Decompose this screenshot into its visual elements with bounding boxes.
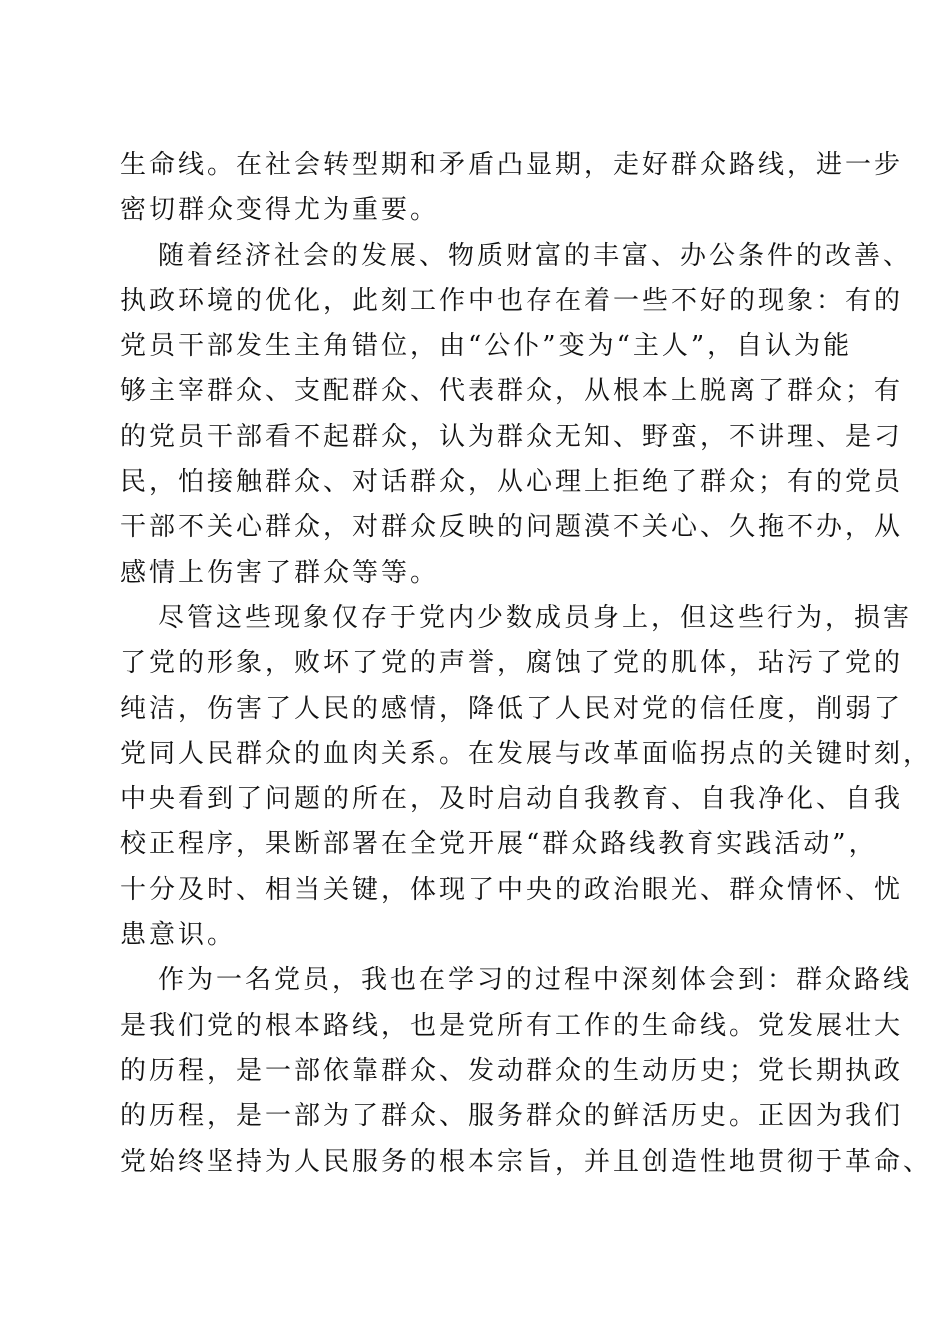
text-line: 干部不关心群众，对群众反映的问题漠不关心、久拖不办，从 [120, 512, 904, 543]
text-line: 生命线。在社会转型期和矛盾凸显期，走好群众路线，进一步 [120, 150, 904, 180]
text-line: 党同人民群众的血肉关系。在发展与改革面临拐点的关键时刻， [120, 738, 933, 769]
text-line: 中央看到了问题的所在，及时启动自我教育、自我净化、自我 [120, 784, 904, 815]
text-line: 的党员干部看不起群众，认为群众无知、野蛮，不讲理、是刁 [120, 421, 904, 452]
text-line: 的历程，是一部依靠群众、发动群众的生动历史；党长期执政 [120, 1055, 904, 1086]
paragraph-reflection [120, 958, 933, 1184]
text-line: 党始终坚持为人民服务的根本宗旨，并且创造性地贯彻于革命、 [120, 1146, 933, 1177]
body-text [120, 143, 933, 1185]
text-line: 校正程序，果断部署在全党开展“群众路线教育实践活动”， [120, 829, 878, 860]
text-line: 随着经济社会的发展、物质财富的丰富、办公条件的改善、 [158, 240, 913, 271]
text-line: 密切群众变得尤为重要。 [120, 195, 440, 226]
text-line: 纯洁，伤害了人民的感情，降低了人民对党的信任度，削弱了 [120, 693, 904, 724]
text-line: 十分及时、相当关键，体现了中央的政治眼光、群众情怀、忧 [120, 874, 904, 905]
text-line: 民，怕接触群众、对话群众，从心理上拒绝了群众；有的党员 [120, 467, 904, 498]
text-line: 尽管这些现象仅存于党内少数成员身上，但这些行为，损害 [158, 602, 913, 633]
paragraph-harm [120, 596, 933, 958]
text-line: 作为一名党员，我也在学习的过程中深刻体会到：群众路线 [158, 965, 913, 996]
text-line: 党员干部发生主角错位，由“公仆”变为“主人”，自认为能 [120, 331, 853, 362]
paragraph-phenomena [120, 234, 913, 596]
text-line: 感情上伤害了群众等等。 [120, 557, 440, 588]
paragraph-continuation [120, 143, 904, 234]
text-line: 够主宰群众、支配群众、代表群众，从根本上脱离了群众；有 [120, 376, 904, 407]
text-line: 执政环境的优化，此刻工作中也存在着一些不好的现象：有的 [120, 285, 904, 316]
text-line: 的历程，是一部为了群众、服务群众的鲜活历史。正因为我们 [120, 1101, 904, 1132]
text-line: 是我们党的根本路线，也是党所有工作的生命线。党发展壮大 [120, 1010, 904, 1041]
text-line: 患意识。 [120, 920, 237, 951]
text-line: 了党的形象，败坏了党的声誉，腐蚀了党的肌体，玷污了党的 [120, 648, 904, 679]
